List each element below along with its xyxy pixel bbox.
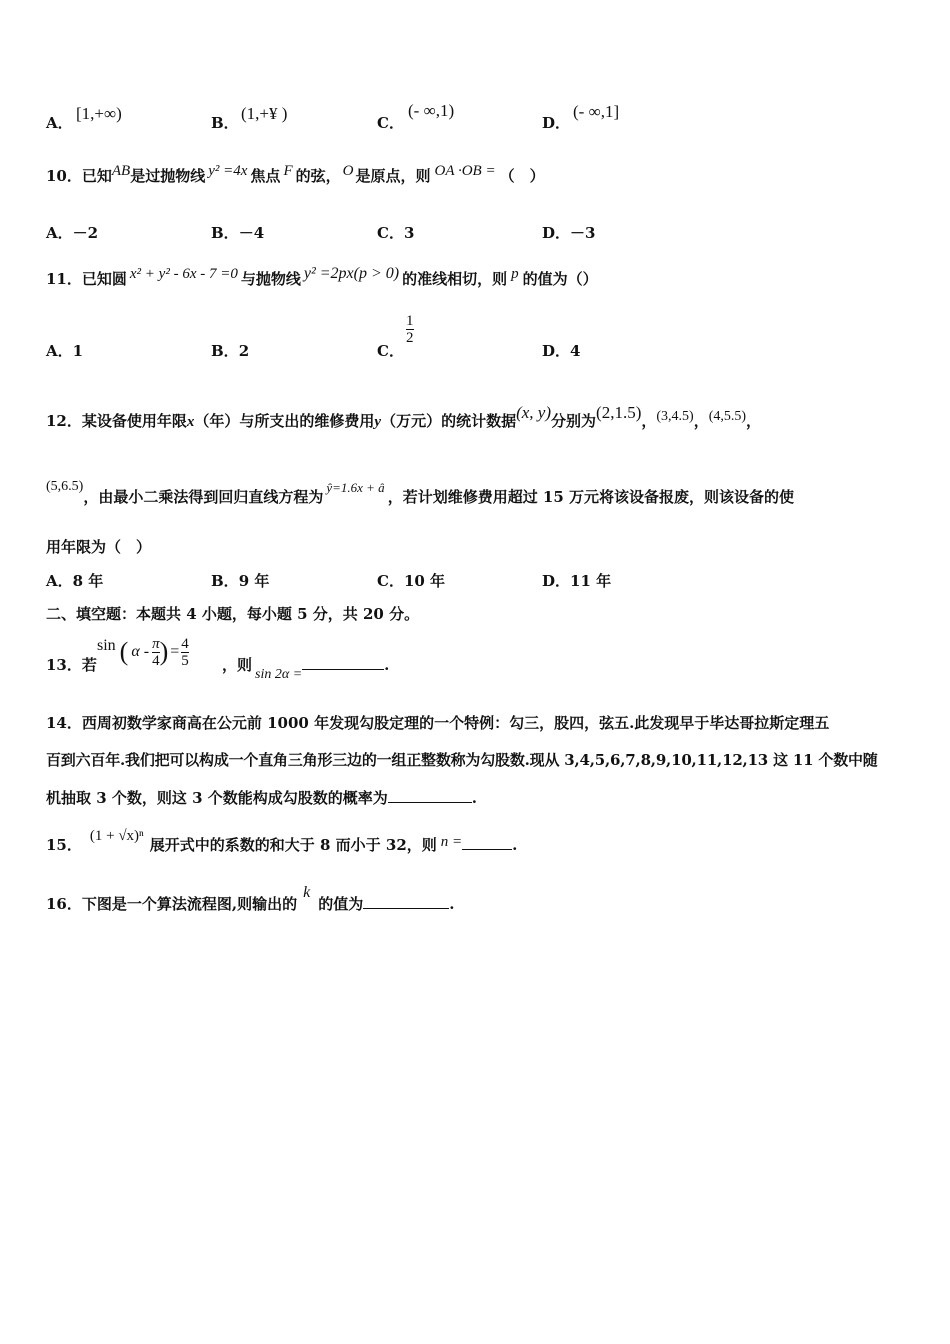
q11-math-p: p (511, 266, 519, 282)
q12-text: （万元）的统计数据 (381, 412, 517, 430)
q13-pi-over-4 (152, 636, 160, 669)
q12-stem-line1 (46, 403, 762, 431)
q13-text: 若 (81, 656, 97, 674)
numerator: π (152, 635, 160, 652)
q9-option-b (211, 112, 239, 133)
option-label: B． (211, 114, 239, 132)
option-label: A． (46, 224, 73, 242)
question-number: 10． (46, 167, 82, 185)
option-value: －2 (72, 224, 99, 242)
q11-math-parabola: y² =2px(p > 0) (303, 265, 400, 282)
question-number: 13． (46, 656, 82, 674)
q9-option-c (377, 112, 404, 133)
option-label: A． (46, 114, 73, 132)
q10-math-dot: OA ·OB = (434, 163, 496, 179)
q14-text: 西周初数学家商高在公元前 1000 年发现勾股定理的一个特例：勾三，股四，弦五.此发现早于毕达哥拉斯定理五 (81, 714, 830, 732)
q16-text: . (449, 895, 455, 913)
q13-tail (222, 654, 390, 682)
denominator: 5 (181, 652, 189, 669)
q14-answer-blank[interactable] (388, 790, 472, 803)
q14-text: . (471, 789, 477, 807)
q12-text: 某设备使用年限 (81, 412, 187, 430)
section-title: 二、填空题：本题共 4 小题，每小题 5 分，共 20 分。 (46, 605, 420, 623)
q13-number (46, 654, 97, 675)
q11-math-circle: x² + y² - 6x - 7 =0 (129, 266, 238, 282)
q15-text: . (512, 836, 518, 854)
q9-option-a (46, 112, 73, 133)
q11-option-c (377, 340, 404, 361)
q10-text: 焦点 (250, 167, 281, 185)
separator: ， (746, 412, 762, 430)
denominator: 2 (406, 330, 414, 346)
option-value: 10 年 (403, 572, 446, 590)
q12-math-xy: (x, y) (516, 403, 552, 422)
q9-option-b-expr: (1,+¥ ) (241, 104, 288, 123)
q12-text: 分别为 (551, 412, 597, 430)
q16-text: 下图是一个算法流程图,则输出的 (81, 895, 298, 913)
q12-option-d (542, 570, 611, 591)
q11-stem (46, 265, 598, 289)
q16-answer-blank[interactable] (363, 896, 449, 909)
q13-answer-blank[interactable] (302, 657, 384, 670)
q12-point-3: (4,5.5) (708, 409, 747, 424)
q15-math-expression: (1 + √x)ⁿ (89, 828, 144, 844)
q12-text: ，若计划维修费用超过 15 万元将该设备报废，则该设备的使 (387, 488, 795, 506)
option-label: A． (46, 342, 73, 360)
q15-answer-blank[interactable] (462, 837, 512, 850)
q12-text: （年）与所支出的维修费用 (194, 412, 375, 430)
separator: ， (641, 412, 657, 430)
q12-option-c (377, 570, 445, 591)
q9-option-a-expr: [1,+∞) (76, 104, 122, 123)
left-paren: ( (119, 637, 129, 666)
q13-sin: sin (97, 637, 116, 654)
q13-sin2a: sin 2α = (255, 667, 303, 682)
option-label: B． (211, 224, 239, 242)
question-number: 15． (46, 836, 82, 854)
option-value: 2 (238, 342, 250, 360)
q11-text: 的准线相切，则 (402, 270, 508, 288)
q10-option-d (542, 222, 595, 243)
q9-option-d-expr: (- ∞,1] (573, 102, 620, 121)
option-label: D． (542, 342, 571, 360)
q12-point-4: (5,6.5) (46, 479, 84, 494)
q12-math-regression: ŷ=1.6x + â (326, 480, 385, 495)
q13-text: ，则 (222, 656, 253, 674)
q13-text: . (384, 656, 390, 674)
option-value: －4 (238, 224, 265, 242)
option-label: C． (377, 224, 404, 242)
q11-text: 已知圆 (81, 270, 127, 288)
q11-text: 与抛物线 (240, 270, 301, 288)
option-value: 11 年 (570, 572, 612, 590)
q13-alpha: α - (131, 643, 150, 660)
separator: ， (693, 412, 709, 430)
question-number: 11． (46, 270, 82, 288)
q12-text: ，由最小二乘法得到回归直线方程为 (83, 488, 324, 506)
q10-math-parabola: y² =4x (208, 163, 248, 179)
q15-text: 展开式中的系数的和大于 8 而小于 32，则 (149, 836, 437, 854)
option-label: C． (377, 572, 404, 590)
q12-stem-line2 (46, 479, 795, 507)
option-label: C． (377, 342, 404, 360)
q12-stem-line3 (46, 536, 151, 557)
q10-text: （ ） (499, 167, 545, 185)
option-label: B． (211, 572, 239, 590)
q12-point-1: (2,1.5) (596, 403, 642, 422)
q10-stem (46, 165, 545, 186)
q13-four-fifths (181, 636, 189, 669)
q10-option-c (377, 222, 414, 243)
option-value: 3 (403, 224, 415, 242)
option-label: D． (542, 224, 571, 242)
option-label: D． (542, 572, 571, 590)
q10-math-ab: AB (111, 163, 131, 179)
q10-text: 是过抛物线 (130, 167, 206, 185)
q12-point-2: (3,4.5) (656, 409, 694, 424)
q10-math-o: O (342, 163, 354, 179)
q13-equals: = (170, 643, 180, 660)
q11-option-d (542, 340, 580, 361)
question-number: 12． (46, 412, 82, 430)
q12-var-y: y (374, 414, 382, 430)
q16-text: 的值为 (318, 895, 364, 913)
option-label: A． (46, 572, 73, 590)
q12-option-a (46, 570, 103, 591)
option-value: 9 年 (238, 572, 270, 590)
option-value: －3 (570, 224, 596, 242)
q14-line3 (46, 787, 477, 808)
q12-var-x: x (186, 414, 195, 430)
q14-text: 机抽取 3 个数，则这 3 个数能构成勾股数的概率为 (46, 789, 388, 807)
q16-math-k: k (303, 884, 311, 901)
q10-text: 的弦， (295, 167, 341, 185)
option-label: B． (211, 342, 239, 360)
q14-line2: 百到六百年.我们把可以构成一个直角三角形三边的一组正整数称为勾股数.现从 3,4,5,6,7,8,9,10,11,12,13 这 11 个数中随 (46, 751, 878, 769)
numerator: 1 (406, 313, 414, 329)
option-value: 8 年 (72, 572, 104, 590)
q10-option-b (211, 222, 264, 243)
right-paren: ) (159, 637, 169, 666)
q10-text: 是原点，则 (355, 167, 431, 185)
q10-math-f: F (283, 163, 293, 179)
q12-text: 用年限为（ ） (46, 538, 152, 556)
denominator: 4 (152, 652, 160, 669)
q13-formula (97, 630, 189, 674)
option-value: 1 (72, 342, 84, 360)
q10-text: 已知 (81, 167, 112, 185)
q11-option-b (211, 340, 249, 361)
question-number: 16． (46, 895, 82, 913)
option-value: 4 (570, 342, 581, 360)
numerator: 4 (181, 635, 189, 652)
option-label: D． (542, 114, 571, 132)
q9-option-c-expr: (- ∞,1) (408, 101, 455, 120)
q15-stem (46, 828, 518, 855)
q9-option-d (542, 112, 570, 133)
q12-option-b (211, 570, 269, 591)
q11-text: 的值为（） (522, 270, 598, 288)
q11-option-a (46, 340, 83, 361)
option-label: C． (377, 114, 404, 132)
q15-math-n: n = (440, 834, 463, 850)
question-number: 14． (46, 714, 82, 732)
q10-option-a (46, 222, 98, 243)
fraction (406, 313, 414, 346)
q11-option-c-fraction (406, 313, 414, 346)
q14-line1 (46, 712, 829, 733)
q16-stem (46, 884, 455, 914)
